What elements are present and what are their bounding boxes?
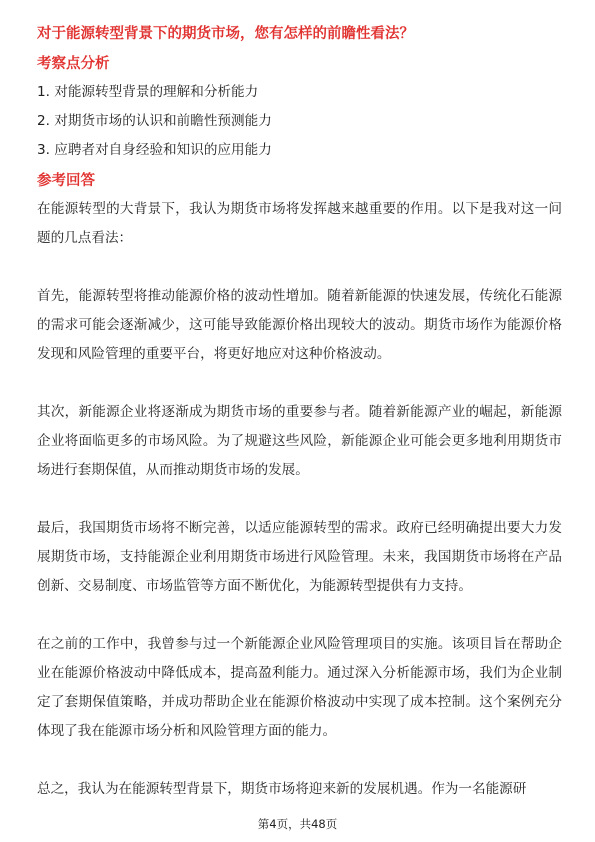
answer-paragraph: 在能源转型的大背景下，我认为期货市场将发挥越来越重要的作用。以下是我对这一问题的几点看法： [37, 201, 562, 246]
analysis-point: 1. 对能源转型背景的理解和分析能力 [37, 84, 259, 100]
answer-body [37, 195, 562, 804]
analysis-points [37, 78, 562, 165]
answer-paragraph: 首先，能源转型将推动能源价格的波动性增加。随着新能源的快速发展，传统化石能源的需求可能会逐渐减少，这可能导致能源价格出现较大的波动。期货市场作为能源价格发现和风险管理的重要平台，将更好地应对这种价格波动。 [37, 288, 562, 362]
analysis-heading: 考察点分析 [37, 56, 110, 72]
analysis-point: 3. 应聘者对自身经验和知识的应用能力 [37, 142, 272, 158]
question-title: 对于能源转型背景下的期货市场，您有怎样的前瞻性看法？ [37, 26, 414, 42]
answer-heading: 参考回答 [37, 173, 95, 189]
analysis-point: 2. 对期货市场的认识和前瞻性预测能力 [37, 113, 272, 129]
answer-paragraph: 其次，新能源企业将逐渐成为期货市场的重要参与者。随着新能源产业的崛起，新能源企业将面临更多的市场风险。为了规避这些风险，新能源企业可能会更多地利用期货市场进行套期保值，从而推动期货市场的发展。 [37, 404, 562, 478]
answer-paragraph: 在之前的工作中，我曾参与过一个新能源企业风险管理项目的实施。该项目旨在帮助企业在能源价格波动中降低成本，提高盈利能力。通过深入分析能源市场，我们为企业制定了套期保值策略，并成功帮助企业在能源价格波动中实现了成本控制。这个案例充分体现了我在能源市场分析和风险管理方面的能力。 [37, 636, 562, 739]
page-number: 第4页，共48页 [257, 817, 338, 831]
document-page [37, 24, 562, 833]
answer-paragraph: 最后，我国期货市场将不断完善，以适应能源转型的需求。政府已经明确提出要大力发展期货市场，支持能源企业利用期货市场进行风险管理。未来，我国期货市场将在产品创新、交易制度、市场监管等方面不断优化，为能源转型提供有力支持。 [37, 520, 562, 594]
answer-paragraph: 总之，我认为在能源转型背景下，期货市场将迎来新的发展机遇。作为一名能源研 [37, 781, 527, 797]
